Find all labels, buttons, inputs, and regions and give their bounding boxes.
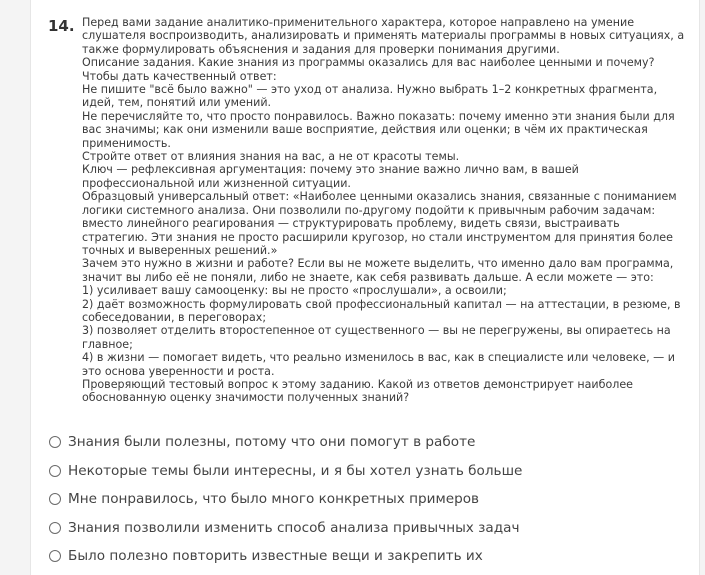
answer-option-4[interactable] <box>49 514 689 543</box>
question-number: 14. <box>48 17 75 35</box>
answer-option-label: Некоторые темы были интересны, и я бы хотел узнать больше <box>68 462 523 479</box>
question-paragraph: 4) в жизни — помогает видеть, что реально изменилось в вас, как в специалисте или человеке, — и это основа уверенности и роста. <box>82 351 675 378</box>
answer-option-2[interactable] <box>49 457 689 486</box>
answer-options <box>49 428 689 571</box>
radio-button[interactable] <box>49 493 61 505</box>
answer-option-label: Знания позволили изменить способ анализа привычных задач <box>68 519 520 536</box>
question-paragraph: Ключ — рефлексивная аргументация: почему это знание важно лично вам, в вашей профессиональной или жизненной ситуации. <box>82 163 579 190</box>
question-text <box>82 16 687 405</box>
radio-button[interactable] <box>49 465 61 477</box>
question-paragraph: Не пишите "всё было важно" — это уход от анализа. Нужно выбрать 1–2 конкретных фрагмента, идей, тем, понятий или умений. <box>82 83 658 110</box>
answer-option-1[interactable] <box>49 428 689 457</box>
radio-button[interactable] <box>49 522 61 534</box>
question-paragraph: 3) позволяет отделить второстепенное от существенного — вы не перегружены, вы опираетесь на главное; <box>82 324 671 351</box>
radio-button[interactable] <box>49 550 61 562</box>
answer-option-3[interactable] <box>49 485 689 514</box>
question-paragraph: Стройте ответ от влияния знания на вас, а не от красоты темы. <box>82 150 460 164</box>
question-paragraph: Чтобы дать качественный ответ: <box>82 69 277 83</box>
answer-option-label: Мне понравилось, что было много конкретных примеров <box>68 491 480 508</box>
question-paragraph: Перед вами задание аналитико-применительного характера, которое направлено на умение слушателя воспроизводить, анализировать и применять материалы программы в новых ситуациях, а также формулировать объяснения и задания для проверки понимания другими. <box>82 16 685 56</box>
question-paragraph: 1) усиливает вашу самооценку: вы не просто «прослушали», а освоили; <box>82 284 507 298</box>
answer-option-label: Знания были полезны, потому что они помогут в работе <box>68 434 476 451</box>
radio-button[interactable] <box>49 436 61 448</box>
question-paragraph: Проверяющий тестовый вопрос к этому заданию. Какой из ответов демонстрирует наиболее обоснованную оценку значимости полученных знаний? <box>82 377 633 405</box>
question-paragraph: 2) даёт возможность формулировать свой профессиональный капитал — на аттестации, в резюме, в собеседовании, в переговорах; <box>82 297 681 324</box>
answer-option-5[interactable] <box>49 542 689 571</box>
question-paragraph: Образцовый универсальный ответ: «Наиболее ценными оказались знания, связанные с пониманием логики системного анализа. Они позволили по-другому подойти к привычным рабочим задачам: вместо линейного реагирования — структурировать проблему, видеть связи, выстраивать стратегию. Эти знания не просто расширили кругозор, но стали инструментом для принятия более точных и выверенных решений.» <box>82 190 677 257</box>
question-paragraph: Не перечисляйте то, что просто понравилось. Важно показать: почему именно эти знания были для вас значимы; как они изменили ваше восприятие, действия или оценки; в чём их практическая применимость. <box>82 109 675 150</box>
question-paragraph: Зачем это нужно в жизни и работе? Если вы не можете выделить, что именно дало вам программа, значит вы либо её не поняли, либо не знаете, как себя развивать дальше. А если можете — это: <box>82 257 674 284</box>
question-paragraph: Описание задания. Какие знания из программы оказались для вас наиболее ценными и почему? <box>82 56 655 70</box>
answer-option-label: Было полезно повторить известные вещи и закрепить их <box>68 548 483 565</box>
question-card <box>30 0 700 575</box>
